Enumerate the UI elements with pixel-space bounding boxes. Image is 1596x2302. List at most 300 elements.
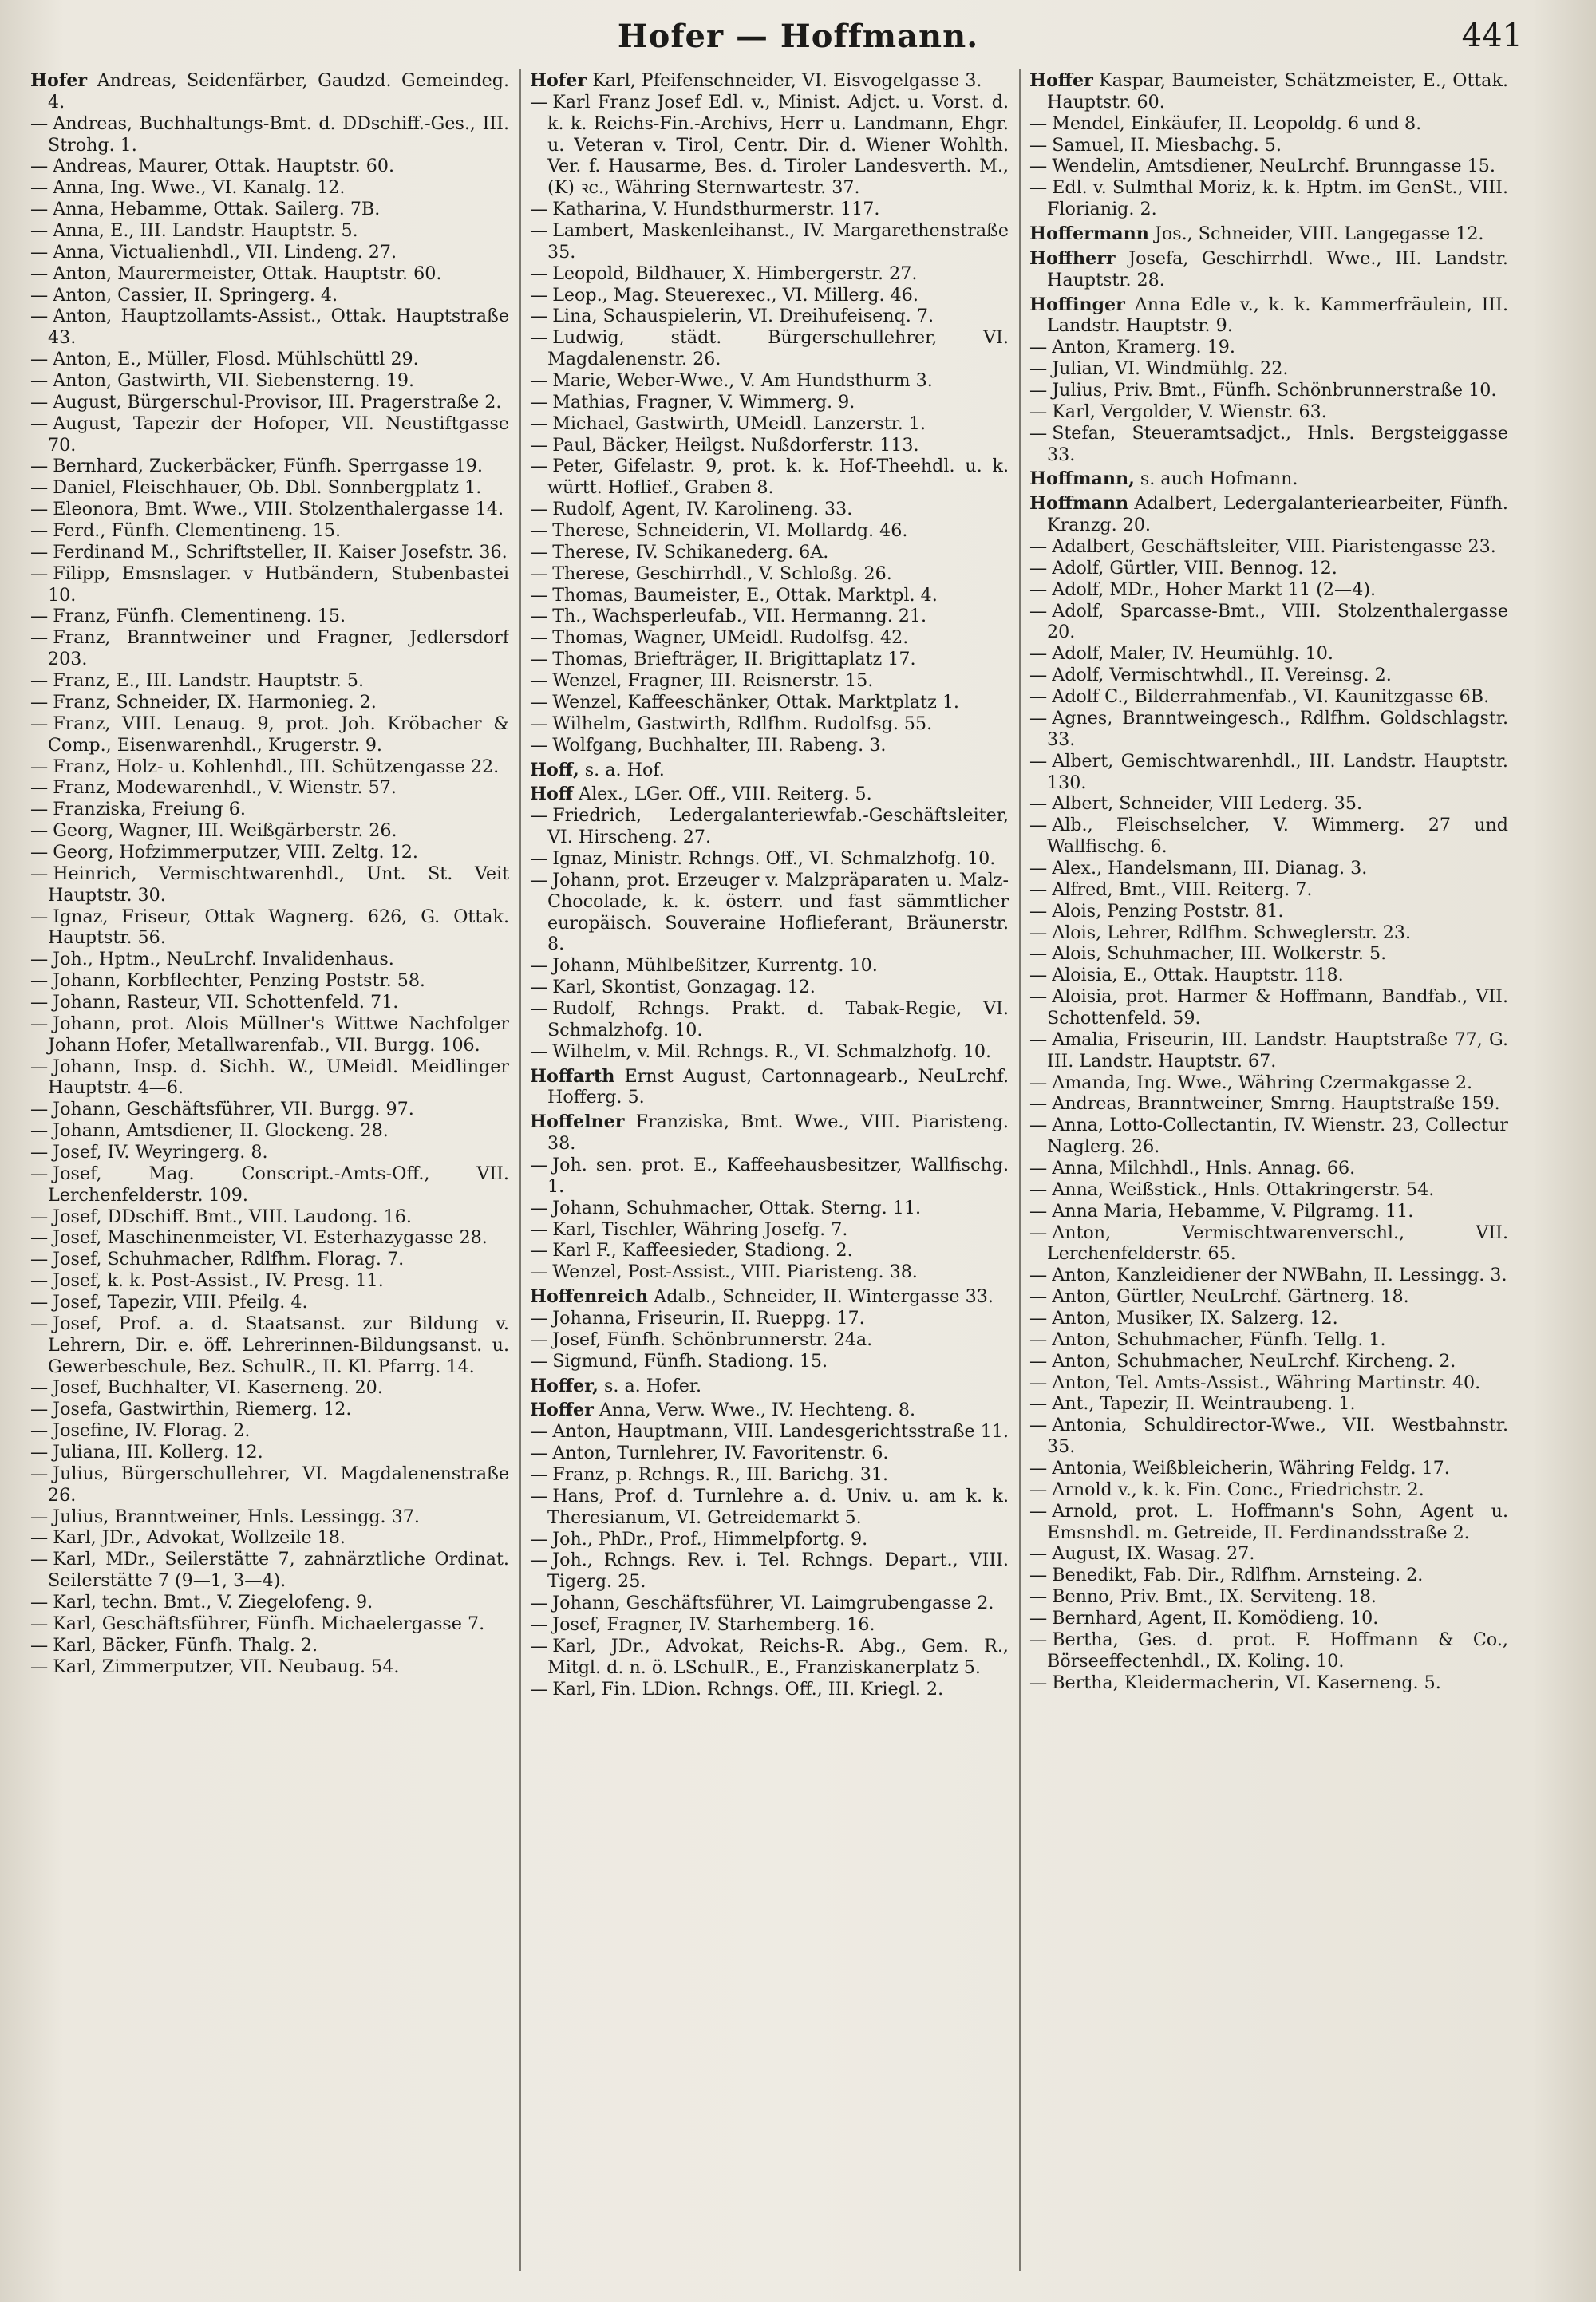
surname-entry <box>1029 468 1508 490</box>
repeat-dash: — <box>530 220 548 242</box>
entry-text: Josef, Maschinenmeister, VI. Esterhazygasse 28. <box>53 1227 488 1249</box>
entry-text: Andreas, Seidenfärber, Gaudzd. Gemeindeg. 4. <box>48 70 509 113</box>
entry-text: Amalia, Friseurin, III. Landstr. Hauptstraße 77, G. III. Landstr. Hauptstr. 67. <box>1047 1029 1508 1072</box>
entry-text: Alb., Fleischselcher, V. Wimmerg. 27 und Wallfischg. 6. <box>1047 815 1508 858</box>
repeat-dash: — <box>530 1443 548 1464</box>
repeat-dash: — <box>30 799 49 820</box>
directory-entry <box>1029 815 1508 858</box>
repeat-dash: — <box>1029 177 1048 199</box>
entry-text: Johann, Schuhmacher, Ottak. Sterng. 11. <box>552 1197 922 1218</box>
entry-text: Th., Wachsperleufab., VII. Hermanng. 21. <box>552 606 927 627</box>
repeat-dash: — <box>30 863 49 884</box>
entry-text: Adalbert, Geschäftsleiter, VIII. Piaristengasse 23. <box>1052 536 1496 558</box>
repeat-dash: — <box>30 349 49 370</box>
repeat-dash: — <box>530 847 548 869</box>
repeat-dash: — <box>30 113 49 134</box>
repeat-dash: — <box>530 91 548 113</box>
entry-text: Heinrich, Vermischtwarenhdl., Unt. St. Veit Hauptstr. 30. <box>48 863 509 906</box>
surname-headword: Hoffer <box>1029 70 1093 91</box>
surname-entry <box>530 1112 1009 1155</box>
repeat-dash: — <box>30 906 49 927</box>
directory-entry <box>30 670 509 692</box>
repeat-dash: — <box>530 977 548 998</box>
repeat-dash: — <box>1029 422 1048 444</box>
entry-text: Julian, VI. Windmühlg. 22. <box>1052 358 1289 380</box>
entry-text: Karl, Fin. LDion. Rchngs. Off., III. Kriegl. 2. <box>552 1678 944 1700</box>
repeat-dash: — <box>530 670 548 692</box>
entry-text: Albert, Schneider, VIII Lederg. 35. <box>1052 793 1363 815</box>
entry-text: Anna, Lotto-Collectantin, IV. Wienstr. 23, Collectur Naglerg. 26. <box>1047 1115 1508 1158</box>
entry-text: Antonia, Weißbleicherin, Währing Feldg. 17. <box>1052 1458 1450 1479</box>
repeat-dash: — <box>30 199 49 220</box>
directory-entry <box>1029 943 1508 965</box>
repeat-dash: — <box>30 263 49 284</box>
repeat-dash: — <box>1029 643 1048 665</box>
entry-text: Eleonora, Bmt. Wwe., VIII. Stolzenthalergasse 14. <box>53 499 504 520</box>
entry-text: Karl, JDr., Advokat, Wollzeile 18. <box>53 1527 346 1549</box>
repeat-dash: — <box>530 1350 548 1372</box>
entry-text: Johann, prot. Erzeuger v. Malzpräparaten u. Malz-Chocolade, k. k. österr. und fast sämmtlicher europäisch. Souveraine Hoflieferant, Bräunerstr. 8. <box>547 869 1009 955</box>
directory-entry <box>530 520 1009 542</box>
directory-entry <box>30 713 509 756</box>
entry-text: Johann, Geschäftsführer, VI. Laimgrubengasse 2. <box>552 1593 994 1614</box>
entry-text: Thomas, Wagner, UMeidl. Rudolfsg. 42. <box>552 627 909 649</box>
entry-text: Sigmund, Fünfh. Stadiong. 15. <box>552 1350 828 1372</box>
surname-headword: Hoffmann <box>1029 493 1129 515</box>
repeat-dash: — <box>30 1442 49 1463</box>
directory-entry <box>1029 1158 1508 1179</box>
repeat-dash: — <box>30 1141 49 1163</box>
surname-entry <box>530 1376 1009 1397</box>
repeat-dash: — <box>1029 1565 1048 1586</box>
repeat-dash: — <box>530 1040 548 1062</box>
directory-entry <box>1029 1415 1508 1458</box>
repeat-dash: — <box>530 499 548 520</box>
entry-text: Wilhelm, Gastwirth, Rdlfhm. Rudolfsg. 55. <box>552 713 933 734</box>
directory-entry <box>530 1421 1009 1443</box>
entry-text: Joh. sen. prot. E., Kaffeehausbesitzer, Wallfischg. 1. <box>547 1154 1009 1197</box>
repeat-dash: — <box>530 691 548 713</box>
entry-text: Julius, Priv. Bmt., Fünfh. Schönbrunnerstraße 10. <box>1052 380 1497 401</box>
directory-entry <box>30 242 509 263</box>
entry-text: Anna, Ing. Wwe., VI. Kanalg. 12. <box>53 177 346 199</box>
entry-text: Josefa, Gastwirthin, Riemerg. 12. <box>53 1399 352 1420</box>
repeat-dash: — <box>530 805 548 827</box>
repeat-dash: — <box>1029 1415 1048 1436</box>
repeat-dash: — <box>1029 1115 1048 1136</box>
entry-text: Therese, Schneiderin, VI. Mollardg. 46. <box>552 520 908 542</box>
directory-entry <box>530 327 1009 370</box>
entry-text: Anton, Tel. Amts-Assist., Währing Martinstr. 40. <box>1052 1372 1481 1393</box>
entry-text: Adolf C., Bilderrahmenfab., VI. Kaunitzgasse 6B. <box>1052 686 1490 708</box>
entry-text: Alex., LGer. Off., VIII. Reiterg. 5. <box>579 784 872 805</box>
entry-text: Juliana, III. Kollerg. 12. <box>53 1442 263 1463</box>
repeat-dash: — <box>530 1197 548 1218</box>
repeat-dash: — <box>1029 1265 1048 1286</box>
repeat-dash: — <box>30 970 49 992</box>
directory-entry <box>1029 401 1508 423</box>
entry-text: Franziska, Bmt. Wwe., VIII. Piaristeng. 38. <box>547 1112 1009 1155</box>
repeat-dash: — <box>1029 1072 1048 1093</box>
repeat-dash: — <box>30 670 49 692</box>
repeat-dash: — <box>1029 1672 1048 1693</box>
directory-entry <box>530 1329 1009 1351</box>
repeat-dash: — <box>1029 557 1048 578</box>
entry-text: August, IX. Wasag. 27. <box>1052 1543 1255 1565</box>
repeat-dash: — <box>530 734 548 756</box>
repeat-dash: — <box>30 1249 49 1270</box>
directory-entry <box>30 542 509 563</box>
surname-headword: Hoffer <box>530 1400 594 1421</box>
directory-entry <box>530 263 1009 285</box>
entry-text: Josef, DDschiff. Bmt., VIII. Laudong. 16. <box>53 1206 412 1227</box>
repeat-dash: — <box>30 477 49 499</box>
column-rule <box>1019 69 1021 2271</box>
entry-text: Andreas, Maurer, Ottak. Hauptstr. 60. <box>53 156 395 177</box>
entry-text: Anton, Schuhmacher, NeuLrchf. Kircheng. 2. <box>1052 1350 1456 1372</box>
repeat-dash: — <box>530 1678 548 1700</box>
repeat-dash: — <box>30 1463 49 1484</box>
entry-text: Franz, Branntweiner und Fragner, Jedlersdorf 203. <box>48 627 509 670</box>
entry-text: Johann, Mühlbeßitzer, Kurrentg. 10. <box>552 955 878 977</box>
entry-text: Bernhard, Zuckerbäcker, Fünfh. Sperrgasse 19. <box>53 456 483 477</box>
entry-text: Joh., PhDr., Prof., Himmelpfortg. 9. <box>552 1528 868 1550</box>
directory-entry <box>30 906 509 950</box>
directory-entry <box>30 627 509 670</box>
directory-entry <box>30 777 509 799</box>
directory-entry <box>30 1206 509 1228</box>
entry-text: Anna, Milchhdl., Hnls. Annag. 66. <box>1052 1157 1356 1179</box>
repeat-dash: — <box>30 1291 49 1313</box>
entry-text: Hans, Prof. d. Turnlehre a. d. Univ. u. am k. k. Theresianum, VI. Getreidemarkt 5. <box>547 1485 1009 1528</box>
entry-text: Franz, Modewarenhdl., V. Wienstr. 57. <box>53 777 397 799</box>
repeat-dash: — <box>30 391 49 413</box>
repeat-dash: — <box>530 1464 548 1485</box>
entry-text: Marie, Weber-Wwe., V. Am Hundsthurm 3. <box>552 370 933 392</box>
repeat-dash: — <box>1029 1372 1048 1393</box>
entry-text: Johann, prot. Alois Müllner's Wittwe Nachfolger Johann Hofer, Metallwarenfab., VII. Burgg. 106. <box>48 1013 509 1056</box>
directory-entry <box>530 563 1009 585</box>
directory-entry <box>530 627 1009 649</box>
directory-entry <box>1029 558 1508 579</box>
directory-entry <box>30 1463 509 1506</box>
entry-text: Edl. v. Sulmthal Moriz, k. k. Hptm. im GenSt., VIII. Florianig. 2. <box>1047 177 1508 220</box>
surname-entry <box>530 784 1009 805</box>
directory-entry <box>530 1198 1009 1219</box>
directory-entry <box>1029 708 1508 751</box>
directory-entry <box>1029 1393 1508 1415</box>
entry-text: Franz, Schneider, IX. Harmonieg. 2. <box>53 691 377 713</box>
entry-text: Arnold, prot. L. Hoffmann's Sohn, Agent u. Emsnshdl. m. Getreide, II. Ferdinandsstraße 2. <box>1047 1500 1508 1543</box>
repeat-dash: — <box>530 713 548 734</box>
entry-text: Wilhelm, v. Mil. Rchngs. R., VI. Schmalzhofg. 10. <box>552 1040 992 1062</box>
repeat-dash: — <box>530 1154 548 1175</box>
repeat-dash: — <box>30 1313 49 1334</box>
repeat-dash: — <box>530 563 548 584</box>
repeat-dash: — <box>30 413 49 434</box>
directory-entry <box>530 220 1009 263</box>
entry-text: Johann, Korbflechter, Penzing Poststr. 58. <box>53 970 425 992</box>
entry-text: Anton, Kanzleidiener der NWBahn, II. Lessingg. 3. <box>1052 1265 1507 1286</box>
directory-entry <box>30 1656 509 1678</box>
directory-entry <box>30 863 509 906</box>
entry-text: Benno, Priv. Bmt., IX. Serviteng. 18. <box>1052 1586 1377 1608</box>
directory-entry <box>530 870 1009 955</box>
repeat-dash: — <box>30 1163 49 1184</box>
directory-entry <box>30 413 509 456</box>
repeat-dash: — <box>30 1377 49 1399</box>
directory-entry <box>30 992 509 1013</box>
directory-entry <box>30 113 509 156</box>
repeat-dash: — <box>1029 665 1048 686</box>
directory-entry <box>30 1056 509 1100</box>
directory-entry <box>1029 1458 1508 1479</box>
directory-entry <box>30 842 509 863</box>
directory-entry <box>530 606 1009 627</box>
entry-text: Rudolf, Agent, IV. Karolineng. 33. <box>552 499 853 520</box>
directory-entry <box>1029 901 1508 922</box>
directory-entry <box>530 499 1009 520</box>
entry-text: Antonia, Schuldirector-Wwe., VII. Westbahnstr. 35. <box>1047 1415 1508 1458</box>
entry-text: Josefa, Geschirrhdl. Wwe., III. Landstr. Hauptstr. 28. <box>1047 247 1508 290</box>
directory-entry <box>30 392 509 413</box>
entry-text: Karl, Zimmerputzer, VII. Neubaug. 54. <box>53 1656 400 1677</box>
entry-text: Georg, Hofzimmerputzer, VIII. Zeltg. 12. <box>53 841 418 863</box>
directory-entry <box>530 1041 1009 1063</box>
entry-text: Alex., Handelsmann, III. Dianag. 3. <box>1052 857 1368 879</box>
repeat-dash: — <box>530 541 548 563</box>
directory-entry <box>530 1636 1009 1679</box>
directory-entry <box>30 820 509 842</box>
entry-text: Johann, Amtsdiener, II. Glockeng. 28. <box>53 1120 389 1142</box>
entry-text: Anton, Hauptzollamts-Assist., Ottak. Hauptstraße 43. <box>48 306 509 349</box>
repeat-dash: — <box>30 777 49 799</box>
entry-text: Karl, MDr., Seilerstätte 7, zahnärztliche Ordinat. Seilerstätte 7 (9—1, 3—4). <box>48 1549 509 1592</box>
repeat-dash: — <box>30 713 49 734</box>
entry-text: Alfred, Bmt., VIII. Reiterg. 7. <box>1052 879 1313 900</box>
entry-text: Katharina, V. Hundsthurmerstr. 117. <box>552 199 880 220</box>
directory-entry <box>30 1506 509 1528</box>
directory-entry <box>530 1464 1009 1486</box>
surname-headword: Hoff, <box>530 759 579 780</box>
repeat-dash: — <box>1029 707 1048 729</box>
directory-entry <box>1029 922 1508 944</box>
surname-headword: Hoffherr <box>1029 247 1116 269</box>
directory-entry <box>30 756 509 778</box>
directory-entry <box>30 1442 509 1463</box>
directory-entry <box>1029 1179 1508 1201</box>
entry-text: Johann, Rasteur, VII. Schottenfeld. 71. <box>53 991 399 1013</box>
entry-text: Adolf, Vermischtwhdl., II. Vereinsg. 2. <box>1052 665 1392 686</box>
surname-entry <box>1029 223 1508 245</box>
repeat-dash: — <box>30 156 49 177</box>
entry-text: Joh., Hptm., NeuLrchf. Invalidenhaus. <box>53 949 394 970</box>
repeat-dash: — <box>30 241 49 263</box>
repeat-dash: — <box>530 520 548 542</box>
repeat-dash: — <box>30 499 49 520</box>
directory-entry <box>530 1262 1009 1283</box>
entry-text: Alois, Lehrer, Rdlfhm. Schweglerstr. 23. <box>1052 922 1412 943</box>
directory-entry <box>30 1592 509 1613</box>
repeat-dash: — <box>30 1099 49 1120</box>
repeat-dash: — <box>1029 1479 1048 1500</box>
entry-text: Anton, Gastwirth, VII. Siebensterng. 19. <box>53 370 415 392</box>
column-3 <box>1029 67 1508 2285</box>
entry-text: Julius, Branntweiner, Hnls. Lessingg. 37. <box>53 1506 420 1527</box>
directory-entry <box>30 1399 509 1420</box>
repeat-dash: — <box>1029 1393 1048 1415</box>
directory-entry <box>1029 536 1508 558</box>
entry-text: Alois, Schuhmacher, III. Wolkerstr. 5. <box>1052 943 1387 965</box>
entry-text: Bertha, Kleidermacherin, VI. Kaserneng. 5. <box>1052 1672 1441 1693</box>
repeat-dash: — <box>30 370 49 392</box>
directory-entry <box>1029 1201 1508 1222</box>
entry-text: Anton, Schuhmacher, Fünfh. Tellg. 1. <box>1052 1329 1386 1350</box>
entry-text: Adolf, Gürtler, VIII. Bennog. 12. <box>1052 557 1337 578</box>
directory-entry <box>30 456 509 477</box>
entry-text: Wenzel, Post-Assist., VIII. Piaristeng. 38. <box>552 1262 918 1283</box>
repeat-dash: — <box>1029 879 1048 900</box>
repeat-dash: — <box>30 691 49 713</box>
repeat-dash: — <box>1029 578 1048 600</box>
repeat-dash: — <box>530 391 548 413</box>
repeat-dash: — <box>530 955 548 977</box>
directory-entry <box>530 1679 1009 1700</box>
directory-entry <box>530 413 1009 435</box>
entry-text: Wendelin, Amtsdiener, NeuLrchf. Brunngasse 15. <box>1052 156 1495 177</box>
entry-text: Andreas, Branntweiner, Smrng. Hauptstraße 159. <box>1052 1093 1500 1115</box>
entry-text: Adalbert, Ledergalanteriearbeiter, Fünfh. Kranzg. 20. <box>1047 493 1508 536</box>
directory-entry <box>1029 601 1508 644</box>
surname-headword: Hoffelner <box>530 1112 625 1133</box>
entry-text: August, Tapezir der Hofoper, VII. Neustiftgasse 70. <box>48 413 509 456</box>
directory-entry <box>30 1527 509 1549</box>
directory-entry <box>1029 337 1508 358</box>
directory-entry <box>30 306 509 349</box>
directory-entry <box>30 1549 509 1592</box>
directory-entry <box>1029 986 1508 1029</box>
entry-text: Anton, Vermischtwarenverschl., VII. Lerchenfelderstr. 65. <box>1047 1222 1508 1265</box>
directory-entry <box>1029 1543 1508 1565</box>
entry-text: Wolfgang, Buchhalter, III. Rabeng. 3. <box>552 734 887 756</box>
directory-entry <box>1029 1115 1508 1158</box>
directory-entry <box>530 649 1009 670</box>
directory-entry <box>30 606 509 627</box>
directory-columns <box>30 67 1515 2285</box>
repeat-dash: — <box>1029 986 1048 1008</box>
repeat-dash: — <box>1029 815 1048 836</box>
repeat-dash: — <box>530 1329 548 1350</box>
directory-entry <box>30 156 509 177</box>
entry-text: Johann, Insp. d. Sichh. W., UMeidl. Meidlinger Hauptstr. 4—6. <box>48 1056 509 1099</box>
entry-text: Ludwig, städt. Bürgerschullehrer, VI. Magdalenenstr. 26. <box>547 327 1009 370</box>
repeat-dash: — <box>1029 401 1048 422</box>
repeat-dash: — <box>1029 1329 1048 1350</box>
directory-entry <box>30 1142 509 1163</box>
repeat-dash: — <box>30 177 49 199</box>
repeat-dash: — <box>30 1013 49 1034</box>
directory-entry <box>530 1155 1009 1198</box>
surname-entry <box>1029 493 1508 536</box>
entry-text: Mendel, Einkäufer, II. Leopoldg. 6 und 8. <box>1052 113 1422 134</box>
repeat-dash: — <box>30 1506 49 1527</box>
repeat-dash: — <box>1029 1200 1048 1222</box>
entry-text: Ferdinand M., Schriftsteller, II. Kaiser Josefstr. 36. <box>53 541 508 563</box>
entry-text: Karl, Tischler, Währing Josefg. 7. <box>552 1218 848 1240</box>
directory-entry <box>1029 1351 1508 1372</box>
entry-text: Karl, Geschäftsführer, Fünfh. Michaelergasse 7. <box>53 1613 485 1634</box>
entry-text: Jos., Schneider, VIII. Langegasse 12. <box>1154 223 1484 245</box>
directory-entry <box>530 1614 1009 1636</box>
repeat-dash: — <box>1029 857 1048 879</box>
repeat-dash: — <box>1029 1608 1048 1629</box>
repeat-dash: — <box>30 1206 49 1227</box>
surname-entry <box>30 70 509 113</box>
directory-entry <box>530 977 1009 998</box>
repeat-dash: — <box>30 1634 49 1656</box>
entry-text: Albert, Gemischtwarenhdl., III. Landstr. Hauptstr. 130. <box>1047 750 1508 793</box>
directory-entry <box>30 1292 509 1313</box>
repeat-dash: — <box>530 327 548 349</box>
directory-entry <box>1029 156 1508 177</box>
entry-text: Wenzel, Kaffeeschänker, Ottak. Marktplatz 1. <box>552 691 959 713</box>
directory-entry <box>30 1120 509 1142</box>
repeat-dash: — <box>530 1421 548 1443</box>
directory-entry <box>30 1227 509 1249</box>
entry-text: August, Bürgerschul-Provisor, III. Pragerstraße 2. <box>53 391 502 413</box>
directory-entry <box>30 199 509 220</box>
surname-entry <box>1029 248 1508 291</box>
entry-text: Rudolf, Rchngs. Prakt. d. Tabak-Regie, VI. Schmalzhofg. 10. <box>547 997 1009 1040</box>
entry-text: Anton, Hauptmann, VIII. Landesgerichtsstraße 11. <box>552 1421 1009 1443</box>
directory-entry <box>530 1593 1009 1614</box>
directory-entry <box>530 955 1009 977</box>
entry-text: Josef, Fragner, IV. Starhemberg. 16. <box>552 1614 875 1636</box>
repeat-dash: — <box>30 1549 49 1570</box>
directory-entry <box>530 392 1009 413</box>
surname-headword: Hoff <box>530 784 573 805</box>
entry-text: Leop., Mag. Steuerexec., VI. Millerg. 46. <box>552 284 918 306</box>
repeat-dash: — <box>30 1592 49 1613</box>
surname-headword: Hoffermann <box>1029 223 1149 245</box>
entry-text: Benedikt, Fab. Dir., Rdlfhm. Arnsteing. 2. <box>1052 1565 1424 1586</box>
repeat-dash: — <box>530 1262 548 1283</box>
entry-text: Bertha, Ges. d. prot. F. Hoffmann & Co., Börseeffectenhdl., IX. Koling. 10. <box>1047 1629 1508 1672</box>
directory-entry <box>1029 1608 1508 1629</box>
directory-entry <box>30 799 509 820</box>
repeat-dash: — <box>530 1218 548 1240</box>
directory-entry <box>1029 1286 1508 1308</box>
repeat-dash: — <box>530 1240 548 1262</box>
directory-entry <box>530 1529 1009 1550</box>
entry-text: Anton, Kramerg. 19. <box>1052 337 1235 358</box>
directory-entry <box>1029 751 1508 794</box>
surname-headword: Hoffenreich <box>530 1286 649 1308</box>
repeat-dash: — <box>530 606 548 627</box>
directory-entry <box>1029 1672 1508 1694</box>
directory-entry <box>1029 793 1508 815</box>
directory-entry <box>30 1013 509 1056</box>
repeat-dash: — <box>30 1527 49 1549</box>
repeat-dash: — <box>1029 380 1048 401</box>
entry-text: Adolf, Sparcasse-Bmt., VIII. Stolzenthalergasse 20. <box>1047 600 1508 643</box>
repeat-dash: — <box>1029 113 1048 134</box>
directory-entry <box>30 349 509 370</box>
repeat-dash: — <box>1029 1543 1048 1565</box>
entry-text: Agnes, Branntweingesch., Rdlfhm. Goldschlagstr. 33. <box>1047 707 1508 750</box>
entry-text: Alois, Penzing Poststr. 81. <box>1052 900 1284 922</box>
directory-entry <box>30 692 509 713</box>
